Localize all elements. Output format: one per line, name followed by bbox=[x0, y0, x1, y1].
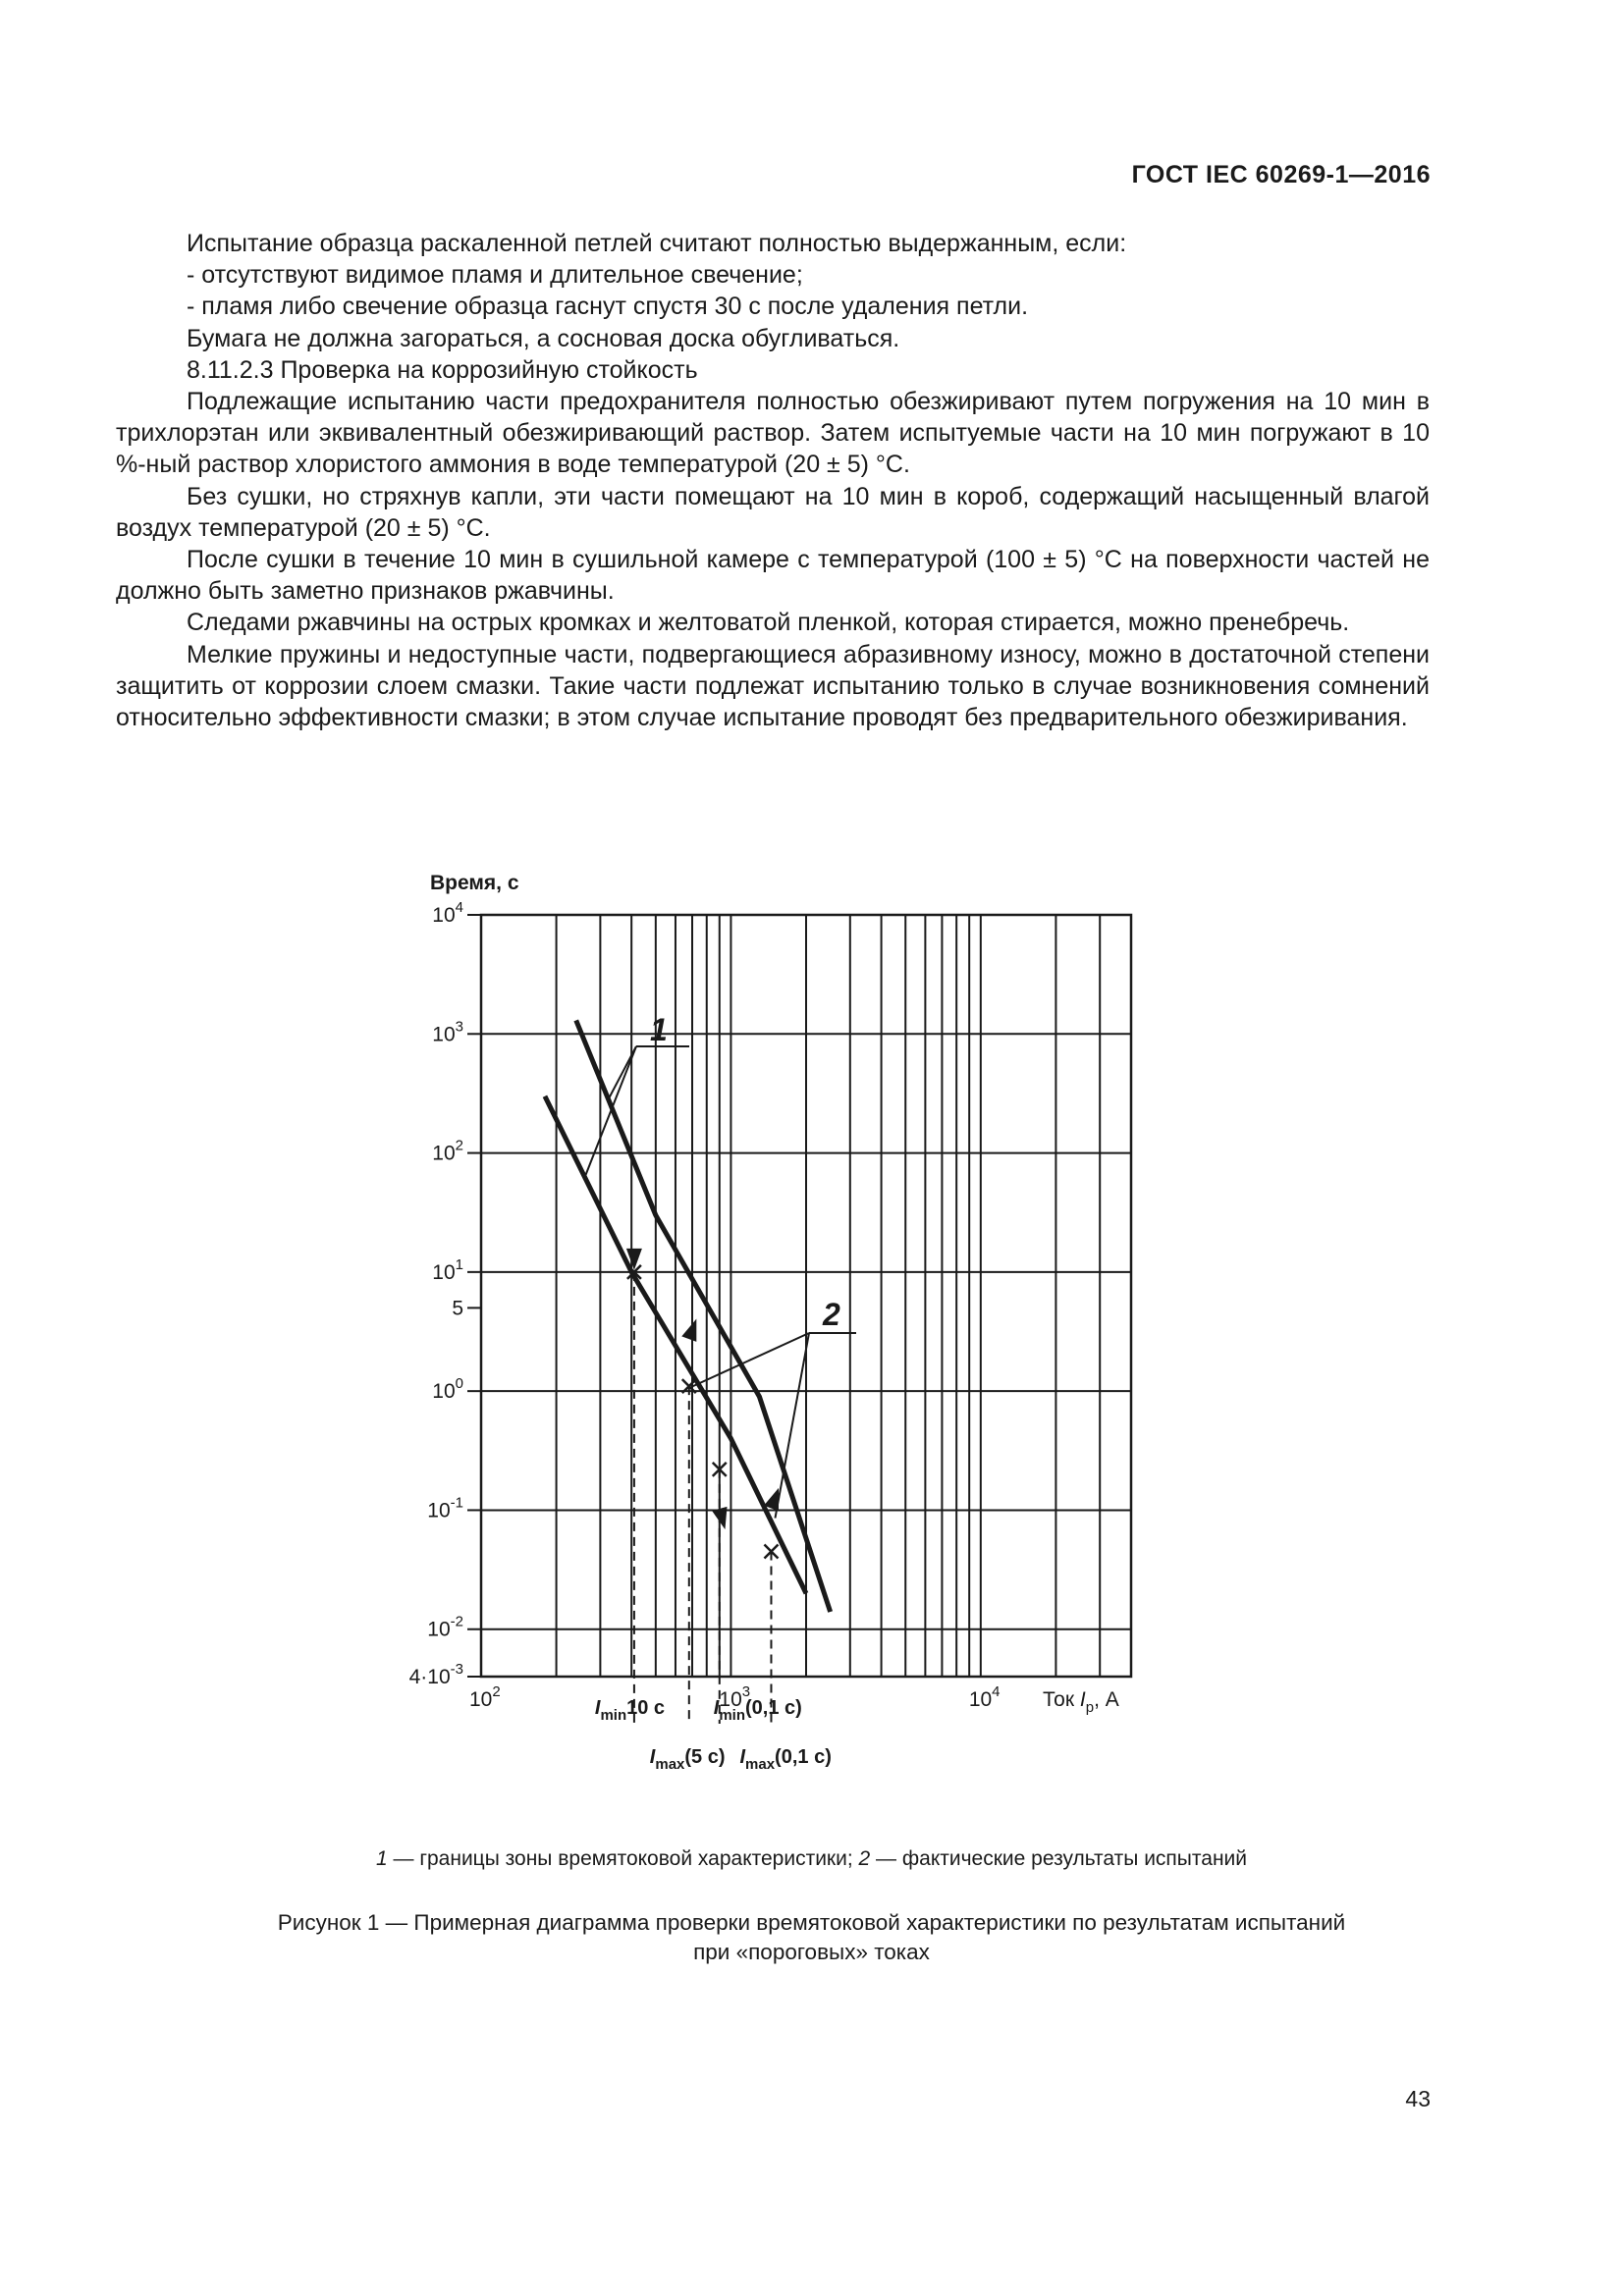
x-axis-title: Ток $I_p$, А bbox=[1043, 1688, 1119, 1716]
paragraph: - отсутствуют видимое пламя и длительное свечение; bbox=[187, 261, 803, 290]
y-tick-label: $10^2$ bbox=[432, 1137, 463, 1165]
x-tick-label: $10^4$ bbox=[968, 1683, 1001, 1711]
y-tick-label: $4\cdot 10^{-3}$ bbox=[408, 1661, 463, 1688]
paragraph: Мелкие пружины и недоступные части, подвергающиеся абразивному износу, можно в достаточной степени защитить от коррозии слоем смазки. Такие части подлежат испытанию только в случае возникновения сомнений относительно эффективности смазки; в этом случае испытание проводят без предварительного обезжиривания. bbox=[116, 640, 1430, 732]
legend-number-2: 2 bbox=[858, 1847, 871, 1870]
paragraph: После сушки в течение 10 мин в сушильной камере с температурой (100 ± 5) °С на поверхности частей не должно быть заметно признаков ржавчины. bbox=[116, 546, 1430, 606]
body-text bbox=[116, 228, 1430, 733]
y-tick-label: 5 bbox=[452, 1297, 463, 1320]
current-marker-label: $I_{min}(0,1$ с) bbox=[713, 1697, 802, 1724]
curve-label-1: 1 bbox=[650, 1012, 668, 1047]
document-code: ГОСТ IEC 60269-1—2016 bbox=[1131, 161, 1431, 188]
y-axis-title: Время, с bbox=[430, 872, 519, 894]
legend-number-1: 1 bbox=[375, 1847, 388, 1870]
caption-line-1: Рисунок 1 — Примерная диаграмма проверки времятоковой характеристики по результатам испытаний bbox=[277, 1910, 1346, 1935]
caption-line-2: при «пороговых» токах bbox=[693, 1940, 930, 1964]
time-current-chart bbox=[393, 854, 1178, 1806]
legend-text-1: — границы зоны времятоковой характеристики; bbox=[387, 1847, 859, 1870]
y-tick-label: $10^1$ bbox=[432, 1255, 463, 1284]
y-tick-label: $10^3$ bbox=[432, 1018, 463, 1046]
y-tick-label: $10^{-2}$ bbox=[427, 1613, 463, 1641]
figure-caption bbox=[0, 1908, 1623, 1967]
arrowhead-up bbox=[681, 1318, 696, 1341]
paragraph: Без сушки, но стряхнув капли, эти части помещают на 10 мин в короб, содержащий насыщенный влагой воздух температурой (20 ± 5) °С. bbox=[116, 482, 1430, 542]
x-tick-label: $10^2$ bbox=[469, 1683, 501, 1711]
paragraph: Бумага не должна загораться, а сосновая доска обугливаться. bbox=[187, 324, 900, 352]
current-marker-label: $I_{max}(0,1$ с) bbox=[739, 1746, 832, 1773]
paragraph: Испытание образца раскаленной петлей считают полностью выдержанным, если: bbox=[187, 230, 1127, 257]
x-tick-label: $10^3$ bbox=[719, 1683, 751, 1711]
paragraph: - пламя либо свечение образца гаснут спустя 30 с после удаления петли. bbox=[187, 293, 1029, 321]
y-tick-label: $10^0$ bbox=[432, 1375, 463, 1404]
y-tick-label: $10^4$ bbox=[432, 899, 463, 927]
current-marker-label: $I_{max}(5$ с) bbox=[649, 1746, 726, 1773]
paragraph: Подлежащие испытанию части предохранителя полностью обезжиривают путем погружения на 10 мин в трихлорэтан или эквивалентный обезжиривающий раствор. Затем испытуемые части на 10 мин погружают в 10 %-ный раствор хлористого аммония в воде температурой (20 ± 5) °С. bbox=[116, 388, 1430, 479]
paragraph: 8.11.2.3 Проверка на коррозийную стойкость bbox=[187, 355, 698, 384]
page-number: 43 bbox=[1405, 2086, 1431, 2111]
curve-label-2: 2 bbox=[823, 1297, 840, 1332]
boundary-curve-2 bbox=[576, 1020, 831, 1612]
paragraph: Следами ржавчины на острых кромках и желтоватой пленкой, которая стирается, можно пренебречь. bbox=[187, 609, 1350, 637]
leader-line bbox=[584, 1046, 636, 1179]
figure-legend bbox=[0, 1847, 1623, 1871]
figure-time-current-diagram bbox=[393, 854, 1178, 1806]
y-tick-label: $10^{-1}$ bbox=[427, 1494, 463, 1522]
legend-text-2: — фактические результаты испытаний bbox=[870, 1847, 1248, 1870]
current-marker-label: $I_{min}10$ с bbox=[594, 1697, 666, 1724]
